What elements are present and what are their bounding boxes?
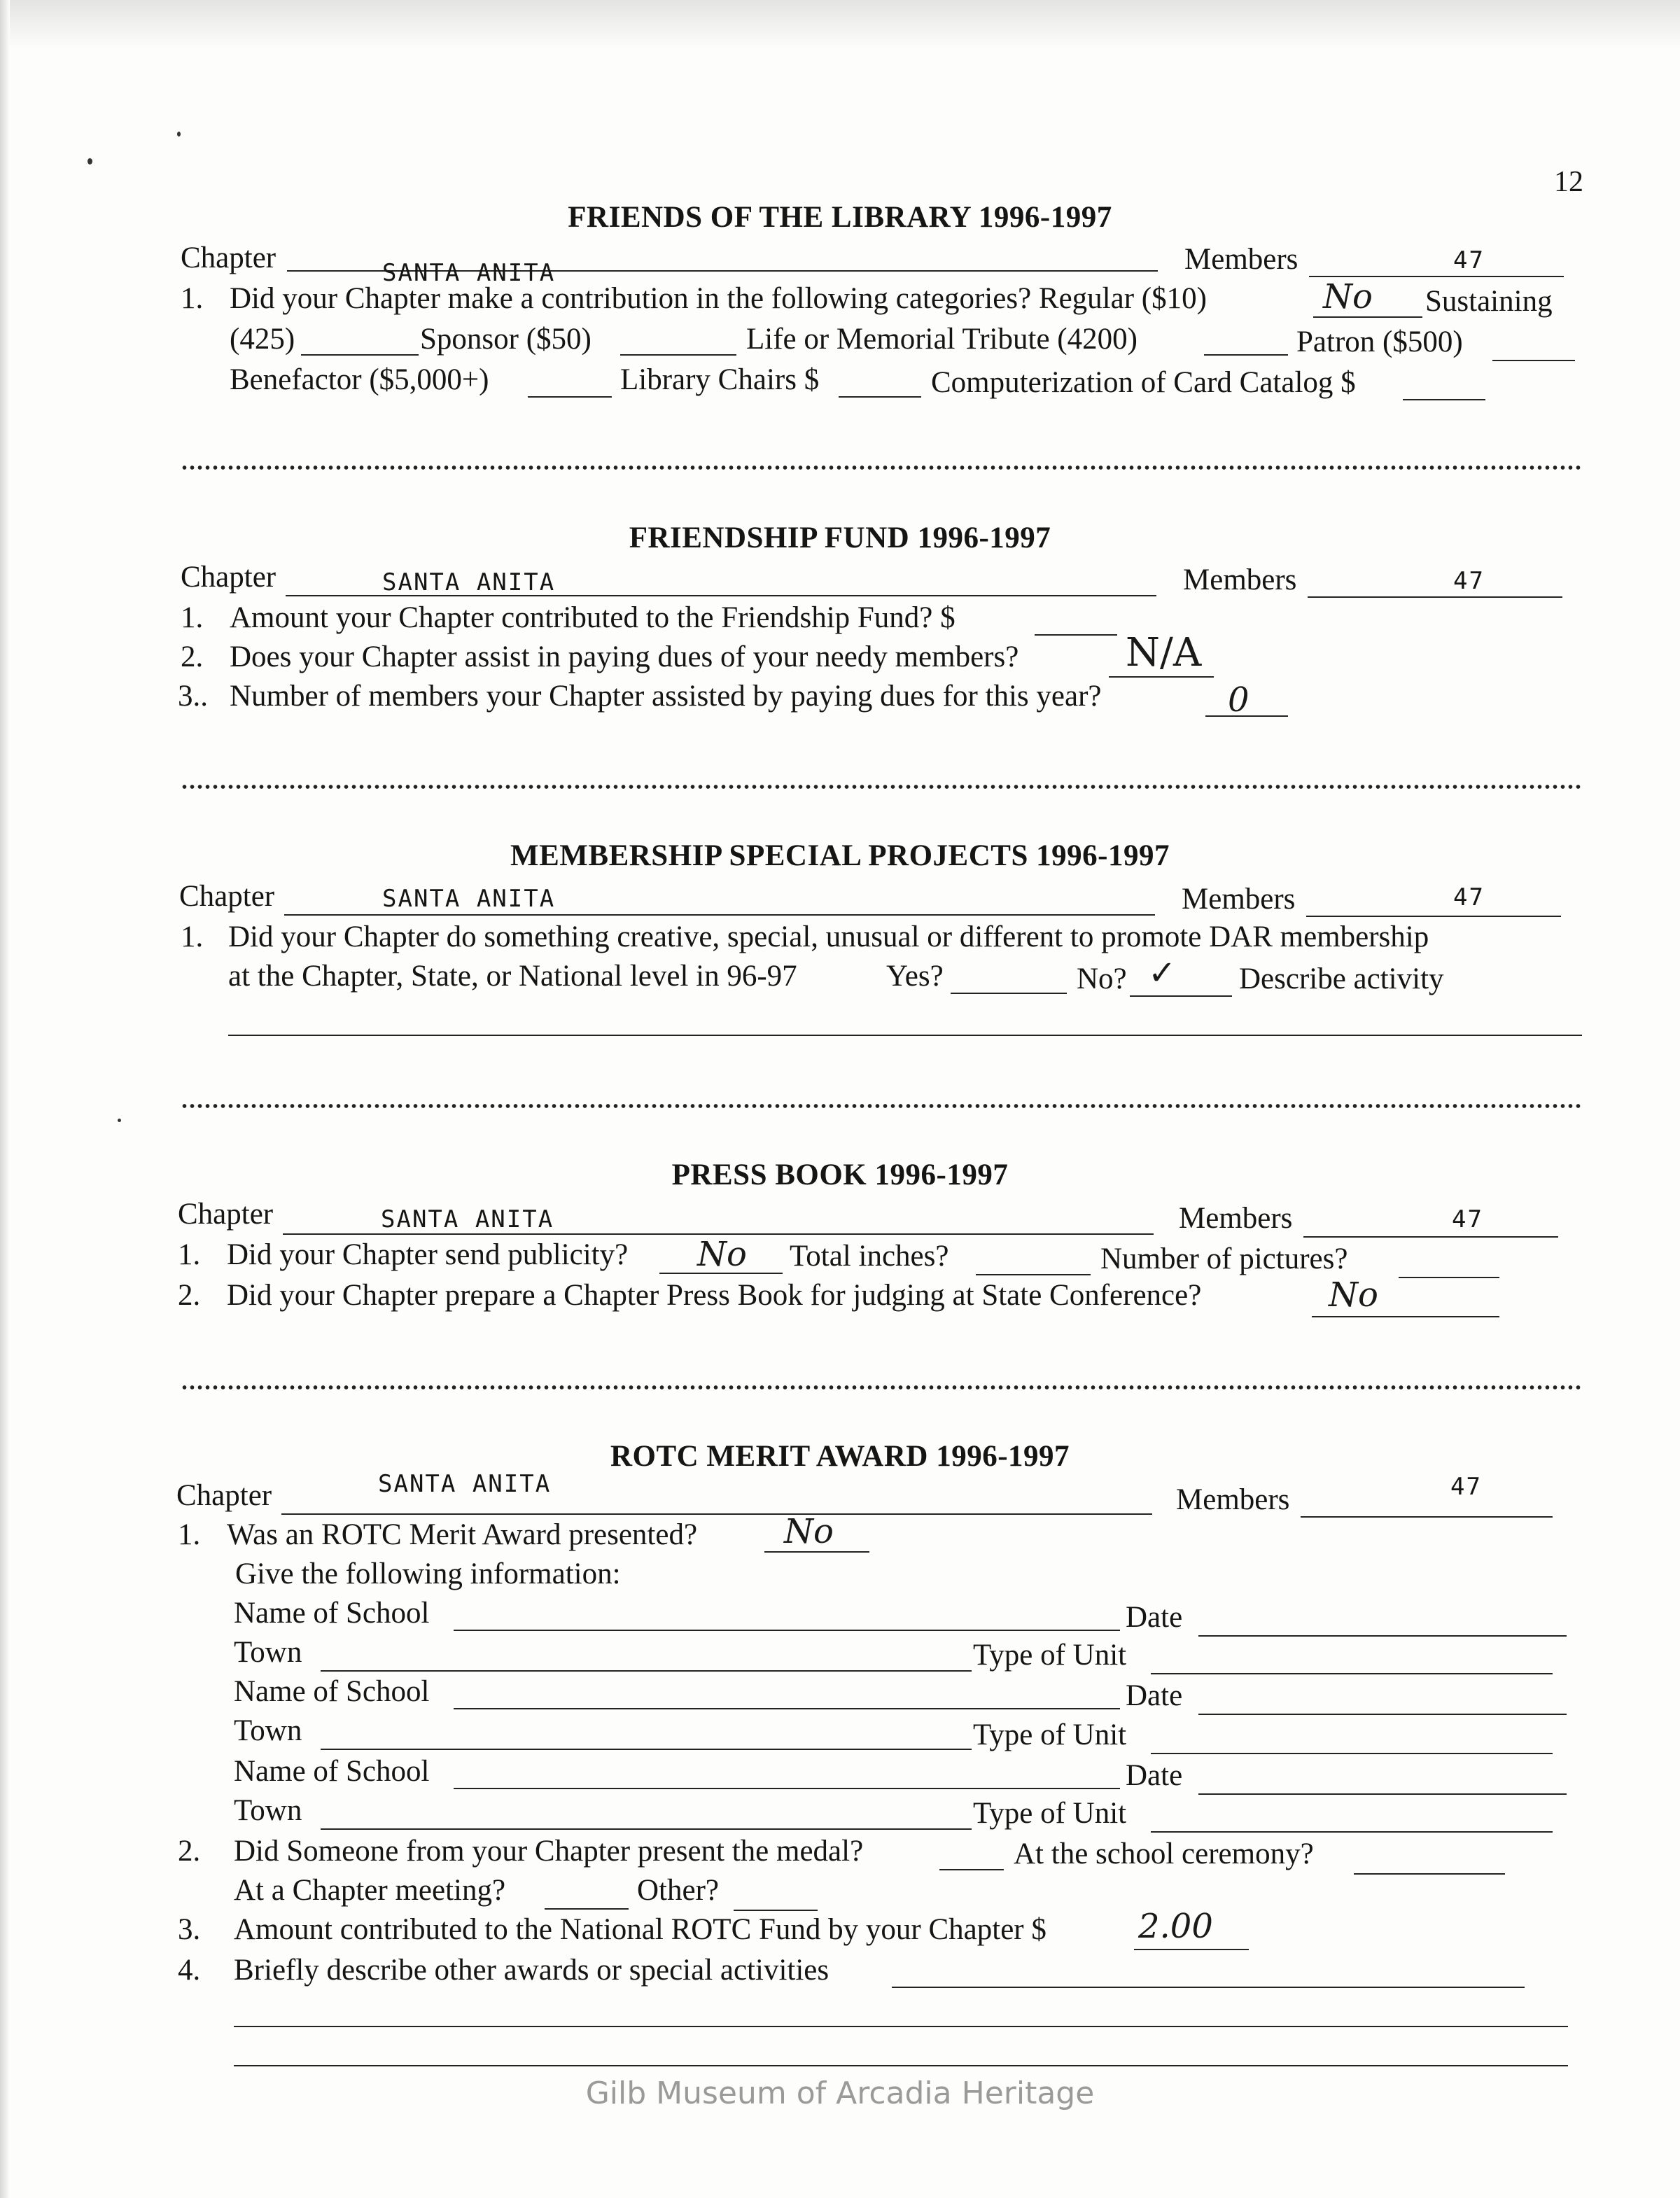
- chapter-value: SANTA ANITA: [378, 1470, 552, 1498]
- other-awards-field-line: [892, 1987, 1525, 1988]
- dotted-separator: [181, 784, 1581, 790]
- chapter-label: Chapter: [179, 880, 275, 913]
- scan-top-edge: [0, 0, 1680, 49]
- date-field-line: [1198, 1714, 1567, 1715]
- school-label: Name of School: [234, 1597, 430, 1630]
- scan-speck: [177, 132, 181, 136]
- other-awards-field-line: [234, 2026, 1568, 2027]
- school-field-line: [454, 1708, 1120, 1709]
- section-title: PRESS BOOK 1996-1997: [671, 1158, 1009, 1191]
- museum-watermark: Gilb Museum of Arcadia Heritage: [585, 2076, 1095, 2111]
- needy-field-line: [1109, 676, 1214, 678]
- members-label: Members: [1182, 883, 1296, 916]
- question-number: 1.: [181, 282, 204, 315]
- amount-field-line: [1035, 634, 1117, 636]
- members-value: 47: [1450, 1473, 1482, 1501]
- members-field-line: [1308, 596, 1562, 598]
- meeting-field-line: [545, 1908, 629, 1910]
- rotc-presented-field-line: [764, 1551, 869, 1553]
- chapter-label: Chapter: [181, 241, 276, 274]
- regular-answer: No: [1323, 277, 1373, 316]
- question-text: Did Someone from your Chapter present the medal?: [234, 1835, 864, 1868]
- yes-label: Yes?: [886, 960, 944, 993]
- school-field-line: [454, 1630, 1120, 1631]
- date-field-line: [1198, 1635, 1567, 1637]
- catalog-label: Computerization of Card Catalog $: [931, 366, 1356, 399]
- question-text: Did your Chapter prepare a Chapter Press Book for judging at State Conference?: [227, 1279, 1202, 1312]
- scan-speck: [88, 158, 92, 164]
- chapter-value: SANTA ANITA: [382, 568, 556, 596]
- other-awards-field-line: [234, 2065, 1568, 2066]
- pressbook-answer: No: [1329, 1275, 1378, 1315]
- section-title: FRIENDS OF THE LIBRARY 1996-1997: [568, 201, 1112, 234]
- dotted-separator: [181, 1103, 1581, 1109]
- members-label: Members: [1179, 1202, 1293, 1235]
- members-label: Members: [1184, 243, 1298, 276]
- pictures-label: Number of pictures?: [1100, 1242, 1348, 1275]
- other-label: Other?: [637, 1874, 719, 1907]
- question-text: Did your Chapter make a contribution in the following categories? Regular ($10): [230, 282, 1207, 315]
- question-number: 2.: [178, 1835, 201, 1868]
- chapter-label: Chapter: [181, 561, 276, 594]
- benefactor-field-line: [528, 396, 612, 398]
- unit-label: Type of Unit: [973, 1797, 1127, 1830]
- question-number: 3..: [178, 680, 208, 713]
- question-text: Number of members your Chapter assisted by paying dues for this year?: [230, 680, 1102, 713]
- town-field-line: [321, 1749, 972, 1750]
- unit-label: Type of Unit: [973, 1718, 1127, 1751]
- rotc-fund-answer: 2.00: [1138, 1907, 1213, 1946]
- town-label: Town: [234, 1794, 302, 1827]
- school-field-line: [454, 1788, 1120, 1789]
- rotc-fund-field-line: [1134, 1949, 1249, 1950]
- members-value: 47: [1452, 1205, 1483, 1233]
- life-label: Life or Memorial Tribute (4200): [746, 323, 1138, 356]
- section-title: FRIENDSHIP FUND 1996-1997: [629, 522, 1051, 554]
- question-text: Amount contributed to the National ROTC Fund by your Chapter $: [234, 1913, 1046, 1946]
- unit-field-line: [1151, 1753, 1553, 1754]
- question-number: 2.: [181, 640, 204, 673]
- members-field-line: [1306, 916, 1561, 917]
- town-field-line: [321, 1828, 972, 1830]
- chairs-field-line: [839, 396, 921, 398]
- give-info-label: Give the following information:: [235, 1558, 621, 1590]
- benefactor-label: Benefactor ($5,000+): [230, 363, 489, 396]
- question-text: Briefly describe other awards or special activities: [234, 1954, 830, 1987]
- assisted-answer: 0: [1228, 680, 1250, 720]
- date-label: Date: [1126, 1759, 1183, 1792]
- line-label: (425): [230, 323, 295, 356]
- chapter-value: SANTA ANITA: [382, 259, 556, 287]
- unit-field-line: [1151, 1831, 1553, 1833]
- scan-speck: [118, 1119, 121, 1122]
- scan-left-edge: [0, 0, 10, 2198]
- question-number: 3.: [178, 1913, 201, 1946]
- date-field-line: [1198, 1793, 1567, 1795]
- members-value: 47: [1453, 883, 1485, 911]
- dotted-separator: [181, 1385, 1581, 1390]
- question-text: Did your Chapter do something creative, special, unusual or different to promote DAR membership: [228, 920, 1429, 953]
- rotc-presented-answer: No: [784, 1512, 834, 1551]
- no-field-line: [1130, 995, 1232, 997]
- school-label: Name of School: [234, 1675, 430, 1708]
- question-text: Does your Chapter assist in paying dues of your needy members?: [230, 640, 1019, 673]
- section-title: MEMBERSHIP SPECIAL PROJECTS 1996-1997: [510, 839, 1170, 872]
- date-label: Date: [1126, 1679, 1183, 1712]
- page-number: 12: [1554, 166, 1583, 198]
- life-field-line: [1204, 354, 1288, 356]
- pressbook-field-line: [1312, 1316, 1499, 1317]
- question-number: 1.: [181, 920, 204, 953]
- dotted-separator: [181, 465, 1581, 470]
- chapter-value: SANTA ANITA: [381, 1205, 554, 1233]
- question-text: Amount your Chapter contributed to the Friendship Fund? $: [230, 601, 955, 634]
- sponsor-field-line: [620, 354, 736, 356]
- members-field-line: [1303, 1236, 1558, 1238]
- chapter-label: Chapter: [176, 1479, 272, 1512]
- regular-field-line: [1313, 316, 1422, 318]
- no-label: No?: [1077, 962, 1127, 995]
- school-label: Name of School: [234, 1755, 430, 1788]
- ceremony-label: At the school ceremony?: [1014, 1837, 1314, 1870]
- question-number: 1.: [178, 1518, 201, 1551]
- other-field-line: [734, 1910, 818, 1911]
- yes-field-line: [951, 993, 1067, 994]
- question-text-continued: at the Chapter, State, or National level in 96-97: [228, 960, 797, 993]
- no-answer-check: ✓: [1148, 953, 1177, 993]
- town-label: Town: [234, 1714, 302, 1747]
- sponsor-label: Sponsor ($50): [420, 323, 592, 356]
- inches-label: Total inches?: [790, 1240, 949, 1273]
- question-text: Did your Chapter send publicity?: [227, 1238, 629, 1271]
- chapter-value: SANTA ANITA: [382, 885, 556, 913]
- members-label: Members: [1176, 1483, 1290, 1516]
- ceremony-field-line: [1354, 1873, 1505, 1875]
- question-number: 1.: [178, 1238, 201, 1271]
- sustaining-label: Sustaining: [1425, 285, 1553, 318]
- catalog-field-line: [1403, 399, 1485, 400]
- members-field-line: [1301, 1516, 1553, 1518]
- unit-label: Type of Unit: [973, 1639, 1127, 1672]
- chapter-field-line: [281, 1513, 1152, 1515]
- question-text: Was an ROTC Merit Award presented?: [227, 1518, 698, 1551]
- describe-label: Describe activity: [1239, 962, 1444, 995]
- members-value: 47: [1453, 567, 1485, 595]
- chapter-label: Chapter: [178, 1198, 274, 1231]
- question-number: 2.: [178, 1279, 201, 1312]
- meeting-label: At a Chapter meeting?: [234, 1874, 506, 1907]
- patron-field-line: [1492, 360, 1575, 361]
- date-label: Date: [1126, 1601, 1183, 1634]
- chairs-label: Library Chairs $: [620, 363, 820, 396]
- town-label: Town: [234, 1636, 302, 1669]
- town-field-line: [321, 1670, 972, 1672]
- needy-answer: N/A: [1126, 630, 1202, 676]
- pictures-field-line: [1399, 1277, 1499, 1278]
- patron-label: Patron ($500): [1296, 326, 1463, 358]
- medal-field-line: [939, 1869, 1004, 1870]
- members-value: 47: [1453, 246, 1485, 274]
- unit-field-line: [1151, 1673, 1553, 1674]
- members-label: Members: [1183, 564, 1297, 596]
- question-number: 1.: [181, 601, 204, 634]
- section-title: ROTC MERIT AWARD 1996-1997: [610, 1440, 1070, 1473]
- inches-field-line: [976, 1274, 1091, 1275]
- chapter-field-line: [284, 914, 1155, 916]
- describe-field-line: [228, 1035, 1582, 1036]
- sustaining-field-line: [301, 354, 419, 356]
- question-number: 4.: [178, 1954, 201, 1987]
- publicity-answer: No: [697, 1235, 747, 1274]
